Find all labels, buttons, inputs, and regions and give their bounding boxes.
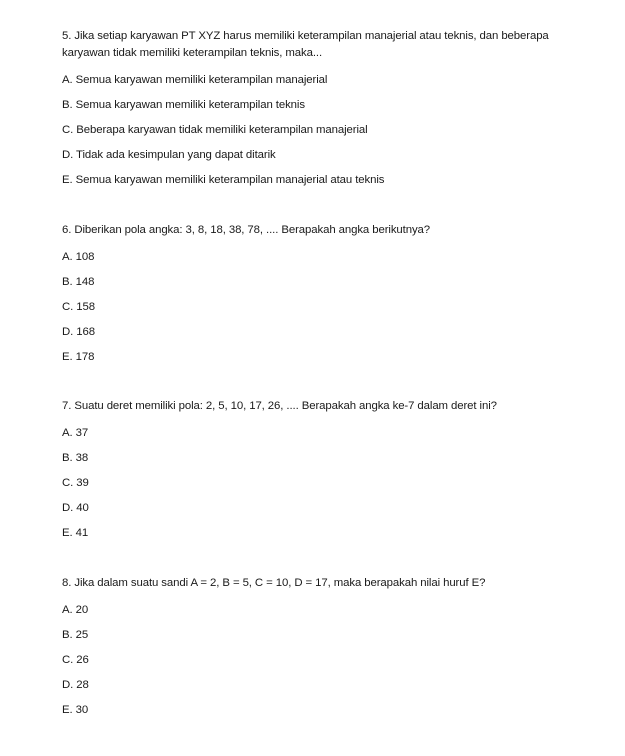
- option-c: C. 26: [62, 654, 89, 666]
- option-a: A. Semua karyawan memiliki keterampilan manajerial: [62, 74, 328, 86]
- option-list: [62, 250, 582, 364]
- question-5: [62, 28, 582, 187]
- question-8: [62, 575, 582, 717]
- option-list: [62, 603, 582, 717]
- option-c: C. 39: [62, 477, 89, 489]
- question-text: 6. Diberikan pola angka: 3, 8, 18, 38, 78, .... Berapakah angka berikutnya?: [62, 224, 431, 236]
- option-c: C. 158: [62, 301, 95, 313]
- option-list: [62, 426, 582, 540]
- option-b: B. Semua karyawan memiliki keterampilan teknis: [62, 99, 305, 111]
- option-c: C. Beberapa karyawan tidak memiliki keterampilan manajerial: [62, 124, 368, 136]
- option-e: E. Semua karyawan memiliki keterampilan manajerial atau teknis: [62, 174, 385, 186]
- option-d: D. 28: [62, 679, 89, 691]
- option-list: [62, 73, 582, 187]
- option-b: B. 148: [62, 276, 95, 288]
- question-6: [62, 222, 582, 364]
- option-d: D. 40: [62, 502, 89, 514]
- question-7: [62, 398, 582, 540]
- option-e: E. 30: [62, 704, 89, 716]
- option-d: D. Tidak ada kesimpulan yang dapat ditarik: [62, 149, 276, 161]
- option-e: E. 178: [62, 351, 95, 363]
- question-text: 7. Suatu deret memiliki pola: 2, 5, 10, 17, 26, .... Berapakah angka ke-7 dalam deret ini?: [62, 400, 497, 412]
- option-a: A. 37: [62, 427, 89, 439]
- option-a: A. 108: [62, 251, 95, 263]
- question-text: 8. Jika dalam suatu sandi A = 2, B = 5, C = 10, D = 17, maka berapakah nilai huruf E?: [62, 577, 486, 589]
- option-b: B. 38: [62, 452, 89, 464]
- option-d: D. 168: [62, 326, 95, 338]
- option-a: A. 20: [62, 604, 89, 616]
- option-b: B. 25: [62, 629, 89, 641]
- question-text: 5. Jika setiap karyawan PT XYZ harus memiliki keterampilan manajerial atau teknis, dan beberapa karyawan tidak memiliki keterampilan teknis, maka...: [62, 30, 549, 59]
- option-e: E. 41: [62, 527, 89, 539]
